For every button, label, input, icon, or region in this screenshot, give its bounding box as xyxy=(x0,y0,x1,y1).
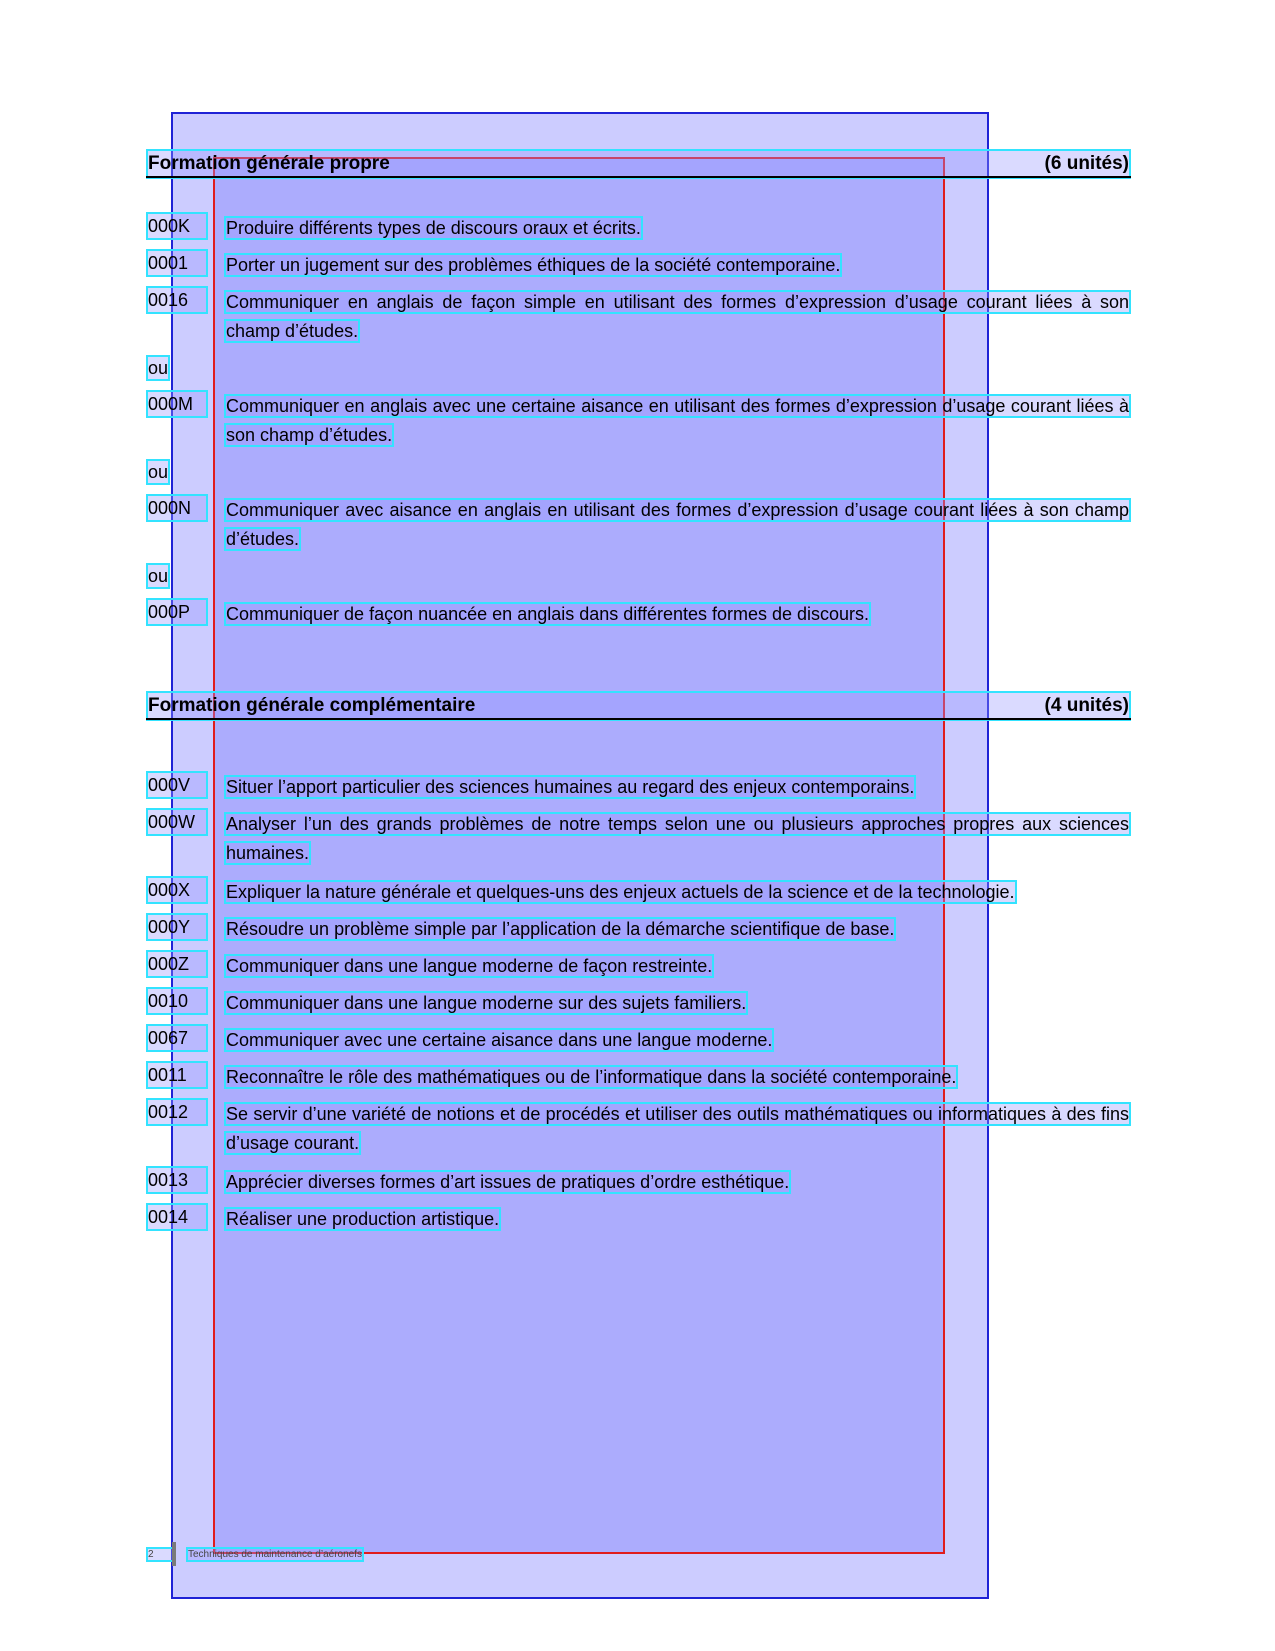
section-rule xyxy=(146,718,1131,720)
competency-text: Se servir d’une variété de notions et de procédés et utiliser des outils mathématiques ou informatiques à des fins d’usage courant. xyxy=(226,1104,1129,1153)
competency-code: 000X xyxy=(148,878,206,902)
competency-code: 000K xyxy=(148,214,206,238)
competency-code: 0067 xyxy=(148,1026,206,1050)
competency-text: Communiquer avec une certaine aisance dans une langue moderne. xyxy=(226,1030,773,1050)
competency-code: 0011 xyxy=(148,1063,206,1087)
section-title: Formation générale complémentaire xyxy=(148,695,476,716)
section-units: (4 unités) xyxy=(1044,695,1129,716)
section-header-complementaire xyxy=(148,693,1129,719)
competency-code: 000P xyxy=(148,600,206,624)
competency-text: Communiquer dans une langue moderne de façon restreinte. xyxy=(226,956,713,976)
competency-text: Communiquer en anglais de façon simple en utilisant des formes d’expression d’usage courant liées à son champ d’études. xyxy=(226,292,1129,341)
competency-code: 000V xyxy=(148,773,206,797)
competency-text: Expliquer la nature générale et quelques-uns des enjeux actuels de la science et de la technologie. xyxy=(226,882,1015,902)
competency-code: 000M xyxy=(148,392,206,416)
section-rule xyxy=(146,176,1131,178)
competency-code: 0010 xyxy=(148,989,206,1013)
competency-text: Porter un jugement sur des problèmes éthiques de la société contemporaine. xyxy=(226,255,841,275)
footer-divider xyxy=(172,1542,176,1566)
or-label: ou xyxy=(148,566,169,586)
section-title: Formation générale propre xyxy=(148,153,390,174)
competency-code: 000N xyxy=(148,496,206,520)
section-units: (6 unités) xyxy=(1044,153,1129,174)
competency-code: 000W xyxy=(148,810,206,834)
or-label: ou xyxy=(148,358,169,378)
competency-text: Apprécier diverses formes d’art issues de pratiques d’ordre esthétique. xyxy=(226,1172,790,1192)
competency-text: Reconnaître le rôle des mathématiques ou de l’informatique dans la société contemporaine. xyxy=(226,1067,957,1087)
section-header-propre xyxy=(148,151,1129,177)
competency-text: Communiquer de façon nuancée en anglais dans différentes formes de discours. xyxy=(226,604,870,624)
competency-text: Communiquer dans une langue moderne sur des sujets familiers. xyxy=(226,993,747,1013)
competency-text: Communiquer en anglais avec une certaine aisance en utilisant des formes d’expression d’usage courant liées à son champ d’études. xyxy=(226,396,1129,445)
page-number: 2 xyxy=(148,1549,172,1560)
footer-title: Techniques de maintenance d’aéronefs xyxy=(188,1548,363,1560)
competency-text: Réaliser une production artistique. xyxy=(226,1209,500,1229)
or-label: ou xyxy=(148,462,169,482)
competency-text: Produire différents types de discours oraux et écrits. xyxy=(226,218,641,238)
competency-text: Analyser l’un des grands problèmes de notre temps selon une ou plusieurs approches propres aux sciences humaines. xyxy=(226,814,1129,863)
competency-code: 0001 xyxy=(148,251,206,275)
competency-code: 0016 xyxy=(148,288,206,312)
competency-text: Résoudre un problème simple par l’application de la démarche scientifique de base. xyxy=(226,919,895,939)
competency-code: 0013 xyxy=(148,1168,206,1192)
competency-code: 0014 xyxy=(148,1205,206,1229)
competency-code: 000Y xyxy=(148,915,206,939)
competency-code: 000Z xyxy=(148,952,206,976)
page-footer xyxy=(148,1544,362,1564)
competency-text: Situer l’apport particulier des sciences humaines au regard des enjeux contemporains. xyxy=(226,777,915,797)
competency-text: Communiquer avec aisance en anglais en utilisant des formes d’expression d’usage courant liées à son champ d’études. xyxy=(226,500,1129,549)
competency-code: 0012 xyxy=(148,1100,206,1124)
